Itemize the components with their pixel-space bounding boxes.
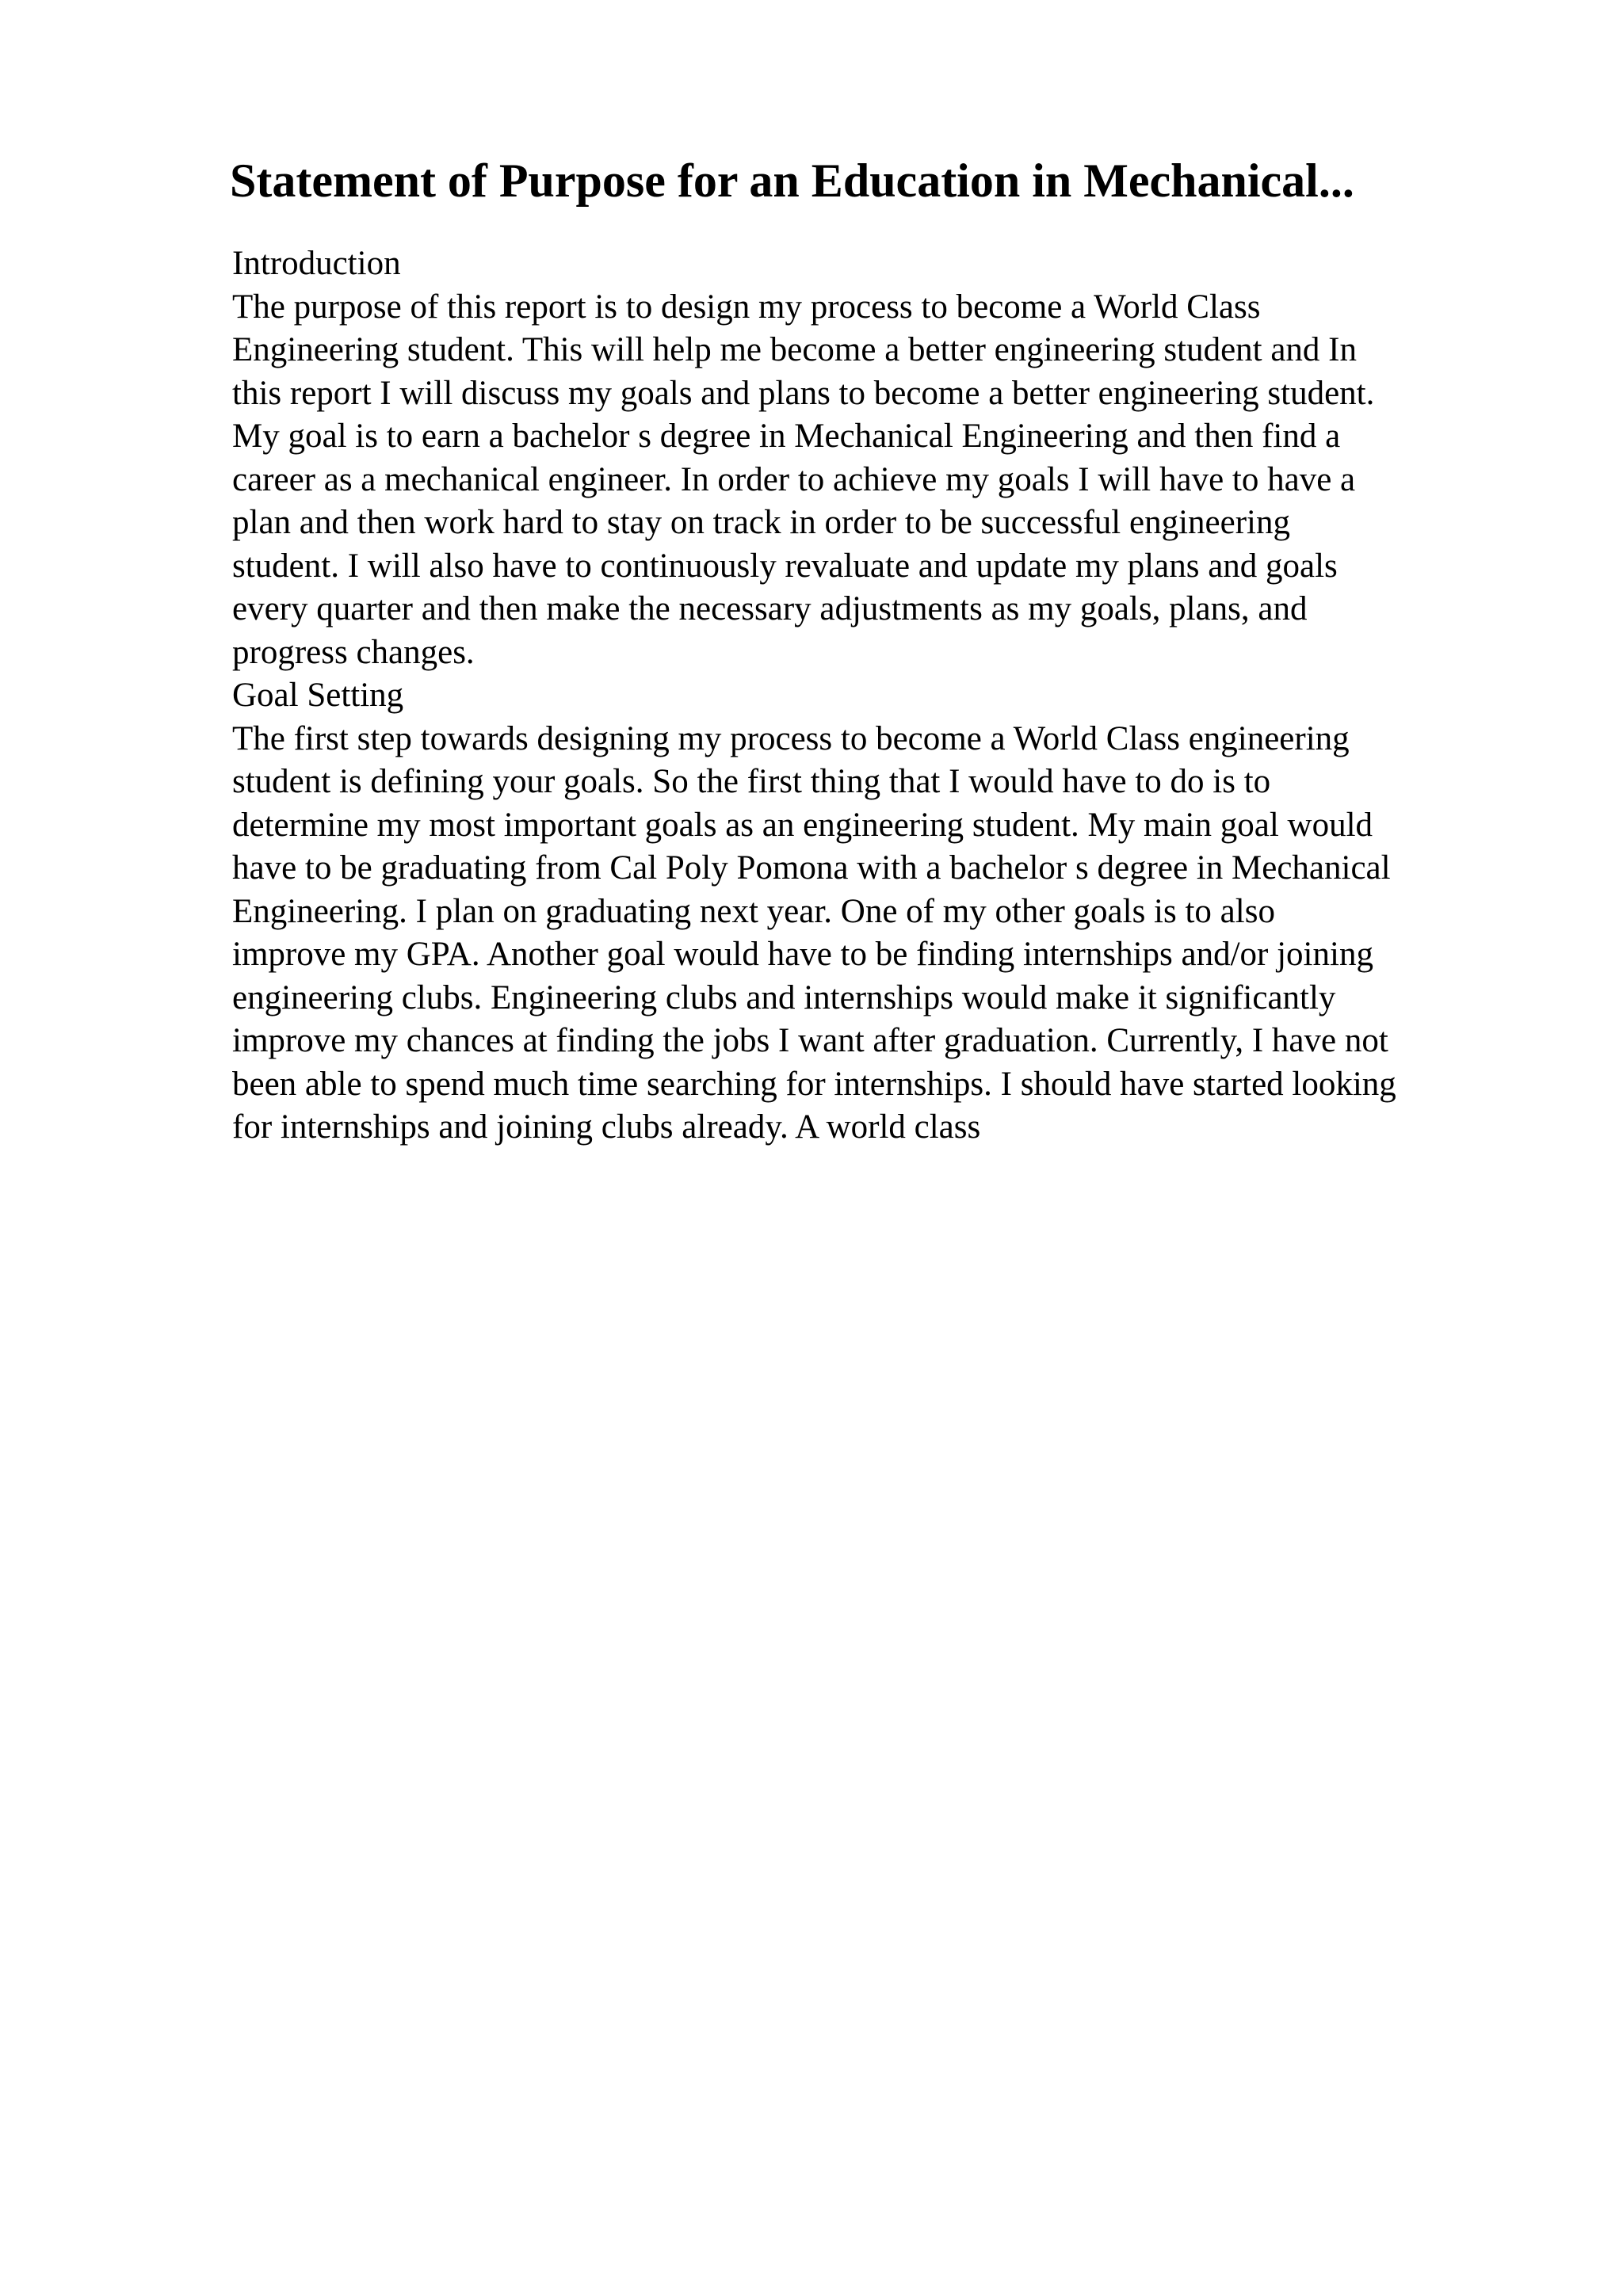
body-line: for internships and joining clubs already. A world class	[232, 1108, 981, 1146]
body-line: progress changes.	[232, 633, 475, 671]
body-line: engineering clubs. Engineering clubs and internships would make it significantly	[232, 978, 1336, 1016]
body-line: this report I will discuss my goals and plans to become a better engineering student.	[232, 374, 1375, 412]
body-line: plan and then work hard to stay on track in order to be successful engineering	[232, 504, 1290, 541]
body-line: Engineering student. This will help me become a better engineering student and In	[232, 331, 1357, 368]
section-heading-introduction: Introduction	[232, 245, 401, 282]
body-line: have to be graduating from Cal Poly Pomona with a bachelor s degree in Mechanical	[232, 849, 1391, 887]
body-line: student is defining your goals. So the first thing that I would have to do is to	[232, 763, 1271, 800]
document-title: Statement of Purpose for an Education in Mechanical...	[230, 154, 1354, 207]
body-line: career as a mechanical engineer. In order to achieve my goals I will have to have a	[232, 460, 1356, 498]
document-body	[232, 242, 1516, 1150]
body-line: determine my most important goals as an engineering student. My main goal would	[232, 806, 1373, 844]
body-line: been able to spend much time searching for internships. I should have started looking	[232, 1065, 1396, 1103]
body-line: improve my GPA. Another goal would have to be finding internships and/or joining	[232, 936, 1373, 973]
body-line: improve my chances at finding the jobs I want after graduation. Currently, I have not	[232, 1022, 1388, 1059]
body-line: student. I will also have to continuously revaluate and update my plans and goals	[232, 547, 1338, 585]
body-line: Engineering. I plan on graduating next year. One of my other goals is to also	[232, 892, 1275, 930]
body-line: The purpose of this report is to design my process to become a World Class	[232, 288, 1261, 326]
body-line: The first step towards designing my process to become a World Class engineering	[232, 719, 1350, 757]
section-heading-goal-setting: Goal Setting	[232, 677, 404, 714]
body-line: every quarter and then make the necessary adjustments as my goals, plans, and	[232, 590, 1308, 627]
body-line: My goal is to earn a bachelor s degree in Mechanical Engineering and then find a	[232, 418, 1341, 455]
